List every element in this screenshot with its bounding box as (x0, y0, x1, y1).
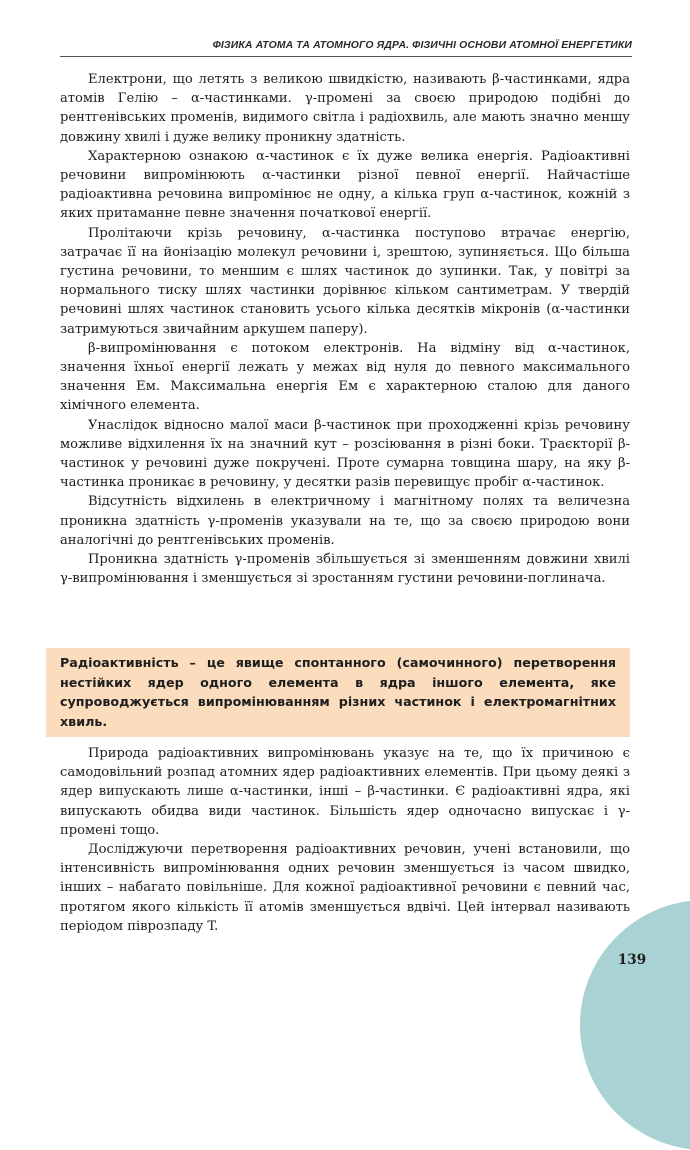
paragraph: Електрони, що летять з великою швидкістю, називають β-частинками, ядра атомів Гелію – α-частинками. γ-промені за своєю природою подібні до рентгенівських променів, видимого світла і радіохвиль, але мають значно меншу довжину хвилі і дуже велику проникну здатність. (60, 72, 630, 145)
definition-box: Радіоактивність – це явище спонтанного (самочинного) перетворення нестійких ядер одного елемента в ядра іншого елемента, яке супроводжується випромінюванням різних частинок і електромагнітних хвиль. (46, 648, 630, 737)
paragraph: Природа радіоактивних випромінювань указує на те, що їх причиною є самодовільний розпад атомних ядер радіоактивних елементів. При цьому деякі з ядер випускають лише α-частинки, інші – β-частинки. Є радіоактивні ядра, які випускають обидва види частинок. Більшість ядер одночасно випускає і γ-промені тощо. (60, 746, 630, 838)
paragraph: Характерною ознакою α-частинок є їх дуже велика енергія. Радіоактивні речовини випромінюють α-частинки різної певної енергії. Найчастіше радіоактивна речовина випромінює не одну, а кілька груп α-частинок, кожній з яких притаманне певне значення початкової енергії. (60, 148, 630, 222)
paragraph: Пролітаючи крізь речовину, α-частинка поступово втрачає енергію, затрачає її на йонізацію молекул речовини і, зрештою, зупиняється. Що більша густина речовини, то меншим є шлях частинок до зупинки. Так, у повітрі за нормального тиску шлях частинки дорівнює кільком сантиметрам. У твердій речовині шлях частинок становить усього кілька десятків мікронів (α-частинки затримуються звичайним аркушем паперу). (60, 225, 630, 337)
paragraph: β-випромінювання є потоком електронів. На відміну від α-частинок, значення їхньої енергії лежать у межах від нуля до певного максимального значення Eм. Максимальна енергія Eм є характерною сталою для даного хімічного елемента. (60, 340, 630, 414)
running-header: ФІЗИКА АТОМА ТА АТОМНОГО ЯДРА. ФІЗИЧНІ ОСНОВИ АТОМНОЇ ЕНЕРГЕТИКИ (60, 40, 632, 57)
body-text-bottom (60, 744, 630, 936)
paragraph: Досліджуючи перетворення радіоактивних речовин, учені встановили, що інтенсивність випромінювання одних речовин зменшується із часом швидко, інших – набагато повільніше. Для кожної радіоактивної речовини є певний час, протягом якого кількість її атомів зменшується вдвічі. Цей інтервал називають періодом піврозпаду T. (60, 842, 630, 934)
paragraph: Унаслідок відносно малої маси β-частинок при проходженні крізь речовину можливе відхилення їх на значний кут – розсіювання в різні боки. Траєкторії β-частинок у речовині дуже покручені. Проте сумарна товщина шару, на яку β-частинка проникає в речовину, у десятки разів перевищує пробіг α-частинок. (60, 417, 630, 491)
page-corner-decoration (580, 900, 690, 1150)
body-text-top (60, 70, 630, 588)
paragraph: Проникна здатність γ-променів збільшується зі зменшенням довжини хвилі γ-випромінювання і зменшується зі зростанням густини речовини-поглинача. (60, 552, 630, 587)
page-number: 139 (617, 952, 647, 968)
paragraph: Відсутність відхилень в електричному і магнітному полях та величезна проникна здатність γ-променів указували на те, що за своєю природою вони аналогічні до рентгенівських променів. (60, 494, 630, 548)
